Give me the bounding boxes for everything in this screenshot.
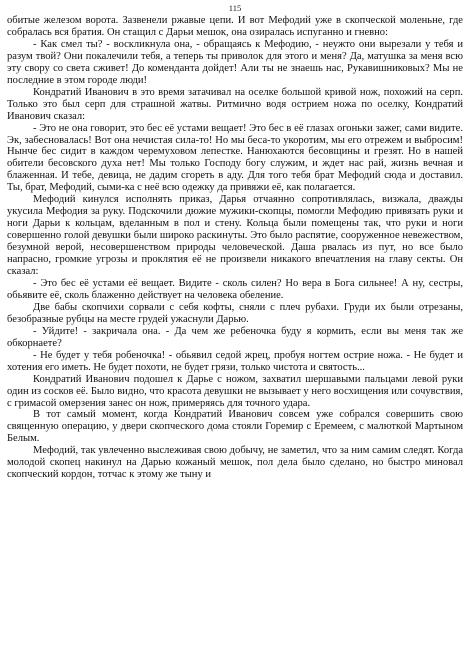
paragraph-9: - Не будет у тебя робеночка! - обьявил седой жрец, пробуя ногтем острие ножа. - Не будет и хотения его иметь. Не будет похоти, не будет грязи, только чистота и святость... — [7, 349, 463, 373]
page-body-text — [7, 15, 463, 481]
page-number: 115 — [228, 3, 242, 13]
paragraph-7: Две бабы скопчихи сорвали с себя кофты, сняли с плеч рубахи. Груди их были отрезаны, безобразные рубцы на месте грудей ужаснули Дарью. — [7, 301, 463, 325]
paragraph-12: Мефодий, так увлеченно выслеживая свою добычу, не заметил, что за ним самим следят. Когда молодой скопец накинул на Дарью кожаный мешок, пол дела было сделано, но быстро миновал скопческий кордон, тотчас к этому же тыну и — [7, 445, 463, 481]
paragraph-2: - Как смел ты? - воскликнула она, - обращаясь к Мефодию, - неужто они вырезали у тебя и разум твой? Они покалечили тебя, а теперь ты приволок для этого и меня? Да, матушка за меня всю эту свору со света сживет! До коменданта дойдет! Али ты не знаешь нас, Рукавишниковых? Мы не последние в этом городе люди! — [7, 38, 463, 86]
paragraph-8: - Уйдите! - закричала она. - Да чем же ребеночка буду я кормить, если вы меня так же обкорнаете? — [7, 325, 463, 349]
paragraph-11: В тот самый момент, когда Кондратий Иванович совсем уже собрался совершить свою священную операцию, у двери скопческого дома стояли Горемир с Еремеем, с малюткой Мартыном Белым. — [7, 409, 463, 445]
paragraph-6: - Это бес её устами её вещает. Видите - сколь силен? Но вера в Бога сильнее! А ну, сестры, обьявите её, сколь блаженно действует на человека обеление. — [7, 277, 463, 301]
paragraph-10: Кондратий Иванович подошел к Дарье с ножом, захватил шершавыми пальцами левой руки один из сосков её. Было видно, что красота девушки не вызывает у него восхищения или сочувствия, с гримасой омерзения занес он нож, примеряясь для точного удара. — [7, 373, 463, 409]
paragraph-3: Кондратий Иванович в это время затачивал на оселке большой кривой нож, похожий на серп. Только это был серп для страшной жатвы. Ритмично водя острием ножа по оселку, Кондратий Иванович сказал: — [7, 86, 463, 122]
paragraph-5: Мефодий кинулся исполнять приказ, Дарья отчаянно сопротивлялась, визжала, дважды укусила Мефодия за руку. Подскочили дюжие мужики-скопцы, помогли Мефодию привязать руки и ноги Дарьи к кольцам, вделанным в пол и стену. Кольца были помещены так, что руки и ноги совершенно голой девушки были широко раскинуты. Это было распятие, сооруженное невежеством, безумной верой, несовершенством природы человеческой. Даша рвалась из пут, но все было напрасно, громкие угрозы и проклятия её не произвели никакого впечатления на главу секты. Он сказал: — [7, 194, 463, 278]
paragraph-1: обитые железом ворота. Зазвенели ржавые цепи. И вот Мефодий уже в скопческой моленьне, где собралась вся братия. Он стащил с Дарьи мешок, она озиралась испуганно и гневно: — [7, 15, 463, 38]
paragraph-4: - Это не она говорит, это бес её устами вещает! Это бес в её глазах огоньки зажег, сами видите. Эк, забесновалась! Вот она нечистая сила-то! Но мы беса-то укоротим, мы его отрежем и выбросим! Нынче бес сидит в каждом черемуховом лепестке. Нанюхаются бесовщины и грезят. Но в нашей обители бесовского духа нет! Мы только Господу богу служим, и ждет нас рай, жизнь вечная и блаженная. И тебе, девица, не дадим сгореть в аду. Для того тебя брат Мефодий сюда и доставил. Ты, брат, Мефодий, сыми-ка с неё всю одежку да привяжи её, как полагается. — [7, 122, 463, 194]
